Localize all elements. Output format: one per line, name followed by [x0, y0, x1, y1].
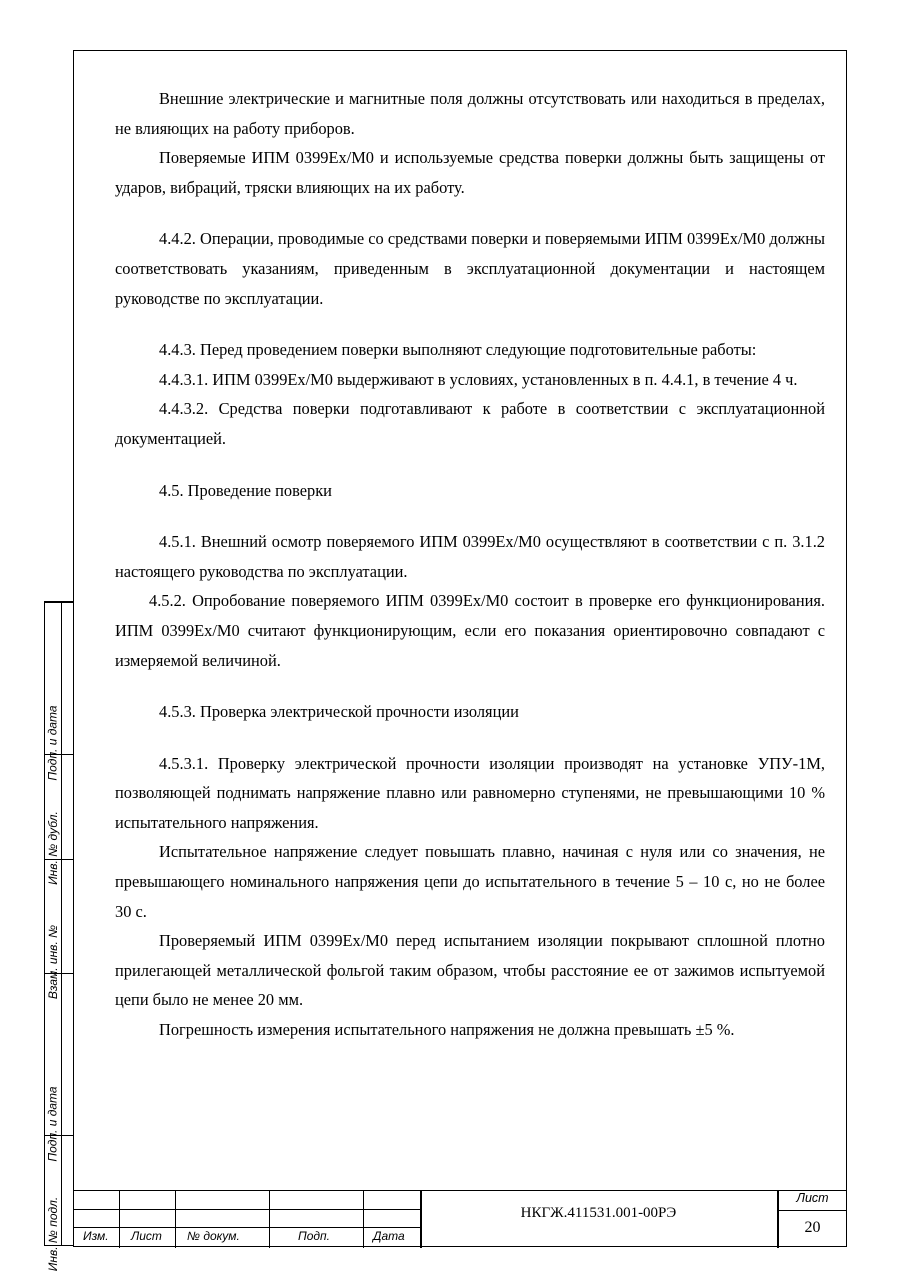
section-heading: 4.5. Проведение поверки: [159, 480, 332, 500]
paragraph: Проверяемый ИПМ 0399Ex/М0 перед испытанием изоляции покрывают сплошной плотно прилегающей металлической фольгой таким образом, чтобы расстояние ее от зажимов испытуемой цепи было не менее 20 мм.: [115, 931, 825, 1010]
side-cell-signature-date-2: [45, 973, 74, 1162]
paragraph: 4.4.3. Перед проведением поверки выполняют следующие подготовительные работы:: [159, 340, 757, 360]
paragraph: 4.5.2. Опробование поверяемого ИПМ 0399Ex/М0 состоит в проверке его функционирования. ИПМ 0399Ex/М0 считают функционирующим, если его показания ориентировочно совпадают с измеряемой величиной.: [115, 591, 825, 670]
side-label: Подп. и дата: [46, 705, 60, 781]
document-code: НКГЖ.411531.001-00РЭ: [520, 1205, 677, 1221]
side-label: Инв. № подл.: [46, 1196, 60, 1272]
section-heading: 4.5.3. Проверка электрической прочности изоляции: [159, 702, 519, 722]
col-change: Изм.: [83, 1229, 109, 1243]
paragraph: 4.5.1. Внешний осмотр поверяемого ИПМ 0399Ex/М0 осуществляют в соответствии с п. 3.1.2 настоящего руководства по эксплуатации.: [115, 532, 825, 581]
col-doc-number: № докум.: [187, 1229, 240, 1243]
col-signature: Подп.: [298, 1229, 330, 1243]
paragraph: Испытательное напряжение следует повышать плавно, начиная с нуля или со значения, не превышающего номинального напряжения цепи до испытательного в течение 5 – 10 с, но не более 30 с.: [115, 842, 825, 921]
paragraph: 4.4.3.1. ИПМ 0399Ex/М0 выдерживают в условиях, установленных в п. 4.4.1, в течение 4 ч.: [159, 369, 798, 389]
side-label: Инв. № дубл.: [46, 811, 60, 885]
side-strip: [44, 601, 73, 1272]
paragraph: 4.5.3.1. Проверку электрической прочности изоляции производят на установке УПУ-1М, позволяющей поднимать напряжение плавно или равномерно ступенями, не превышающими 10 % испытательного напряжения.: [115, 753, 825, 832]
sheet-label: Лист: [796, 1191, 829, 1205]
col-date: Дата: [373, 1229, 405, 1243]
paragraph: 4.4.3.2. Средства поверки подготавливают к работе в соответствии с эксплуатационной документацией.: [115, 399, 825, 448]
paragraph: Погрешность измерения испытательного напряжения не должна превышать ±5 %.: [159, 1020, 735, 1040]
side-label: Подп. и дата: [46, 1086, 60, 1162]
side-cell-repl-inv: [45, 859, 74, 1000]
sheet-number: 20: [804, 1219, 821, 1236]
side-cell-orig-inv: [45, 1135, 74, 1272]
side-cell-dup-inv: [45, 754, 74, 885]
paragraph: Внешние электрические и магнитные поля должны отсутствовать или находиться в пределах, не влияющих на работу приборов.: [115, 89, 825, 138]
document-body: [115, 84, 825, 1045]
paragraph: Поверяемые ИПМ 0399Ex/М0 и используемые средства поверки должны быть защищены от ударов, вибраций, тряски влияющих на их работу.: [115, 148, 825, 197]
side-label: Взам. инв. №: [46, 924, 61, 1000]
col-sheet: Лист: [131, 1229, 162, 1243]
side-cell-signature-date: [45, 602, 74, 781]
paragraph: 4.4.2. Операции, проводимые со средствами поверки и поверяемыми ИПМ 0399Ex/М0 должны соответствовать указаниям, приведенным в эксплуатационной документации и настоящем руководстве по эксплуатации.: [115, 229, 825, 308]
